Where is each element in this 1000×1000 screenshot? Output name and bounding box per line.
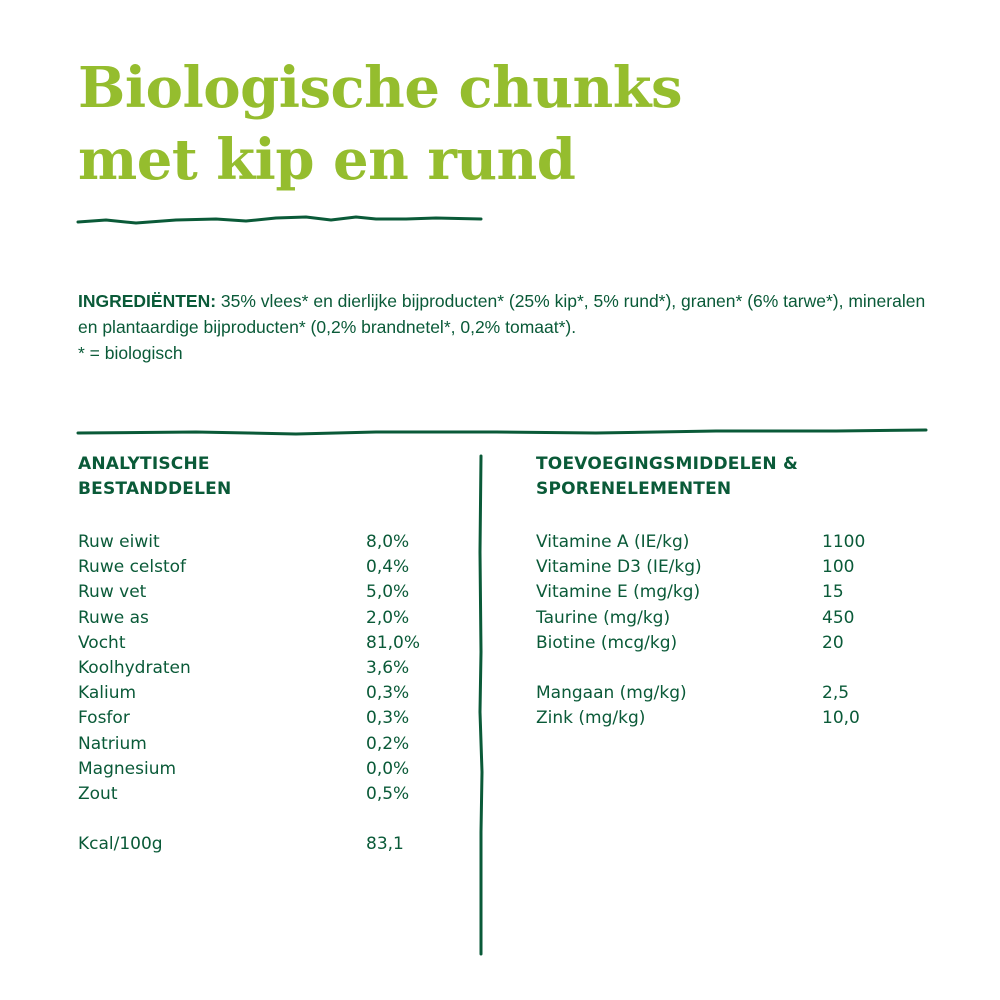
nutrient-row — [78, 606, 458, 631]
trace-element-row — [536, 706, 936, 731]
nutrient-row — [78, 782, 458, 807]
nutrient-value: 0,3% — [366, 708, 410, 729]
nutrient-row — [78, 706, 458, 731]
additives-heading-line-2: SPORENELEMENTEN — [536, 479, 732, 499]
nutrient-name: Fosfor — [78, 708, 130, 729]
nutrient-row — [78, 757, 458, 782]
additive-name: Vitamine A (IE/kg) — [536, 532, 690, 552]
additive-row — [536, 606, 936, 631]
nutrient-row — [78, 580, 458, 605]
nutrient-name: Ruwe celstof — [78, 557, 187, 578]
nutrient-value: 5,0% — [366, 582, 410, 603]
additive-value: 15 — [822, 582, 844, 603]
nutrient-name: Koolhydraten — [78, 658, 191, 679]
additive-value: 20 — [822, 632, 844, 653]
nutrient-row — [78, 732, 458, 757]
additive-row — [536, 555, 936, 580]
additive-name: Taurine (mg/kg) — [536, 607, 671, 628]
additive-name: Vitamine E (mg/kg) — [536, 582, 701, 603]
additive-name: Vitamine D3 (IE/kg) — [536, 557, 702, 578]
additives-heading-line-1: TOEVOEGINGSMIDDELEN & — [536, 454, 798, 474]
spacer — [536, 656, 936, 681]
additive-row — [536, 530, 936, 555]
nutrient-name: Ruw vet — [78, 582, 147, 603]
additive-value: 450 — [822, 607, 855, 628]
spacer — [78, 807, 458, 832]
nutrient-value: 0,4% — [366, 557, 410, 578]
additive-value: 100 — [822, 557, 855, 578]
energy-name: Kcal/100g — [78, 834, 163, 855]
energy-value: 83,1 — [366, 834, 404, 855]
nutrient-name: Ruw eiwit — [78, 532, 160, 552]
energy-row — [78, 832, 458, 857]
title-wavy-divider — [76, 208, 486, 228]
analytical-heading-line-2: BESTANDDELEN — [78, 479, 232, 499]
organic-note: * = biologisch — [78, 343, 183, 363]
nutrient-value: 2,0% — [366, 607, 410, 628]
ingredients-label: INGREDIËNTEN: — [78, 291, 217, 311]
product-title-line-2: met kip en rund — [78, 127, 576, 193]
additives-heading — [536, 452, 936, 502]
trace-element-value: 2,5 — [822, 683, 850, 704]
analytical-constituents — [78, 452, 458, 857]
nutrient-row — [78, 555, 458, 580]
nutrient-name: Vocht — [78, 632, 126, 653]
nutrient-value: 0,2% — [366, 733, 410, 754]
ingredients-text: 35% vlees* en dierlijke bijproducten* (25% kip*, 5% rund*), granen* (6% tarwe*), mineralen en plantaardige bijproducten* (0,2% brandnetel*, 0,2% tomaat*). — [78, 291, 926, 337]
nutrient-name: Zout — [78, 784, 118, 805]
nutrient-row — [78, 631, 458, 656]
ingredients-section — [78, 288, 938, 366]
analytical-heading — [78, 452, 458, 502]
nutrient-value: 8,0% — [366, 532, 410, 552]
nutrient-row — [78, 656, 458, 681]
additive-row — [536, 580, 936, 605]
nutrient-name: Ruwe as — [78, 607, 149, 628]
trace-element-value: 10,0 — [822, 708, 860, 729]
product-title-line-1: Biologische chunks — [78, 55, 683, 121]
trace-element-row — [536, 681, 936, 706]
additive-name: Biotine (mcg/kg) — [536, 632, 678, 653]
column-divider — [474, 452, 488, 958]
nutrient-row — [78, 681, 458, 706]
additives-trace-elements — [536, 452, 936, 731]
additive-row — [536, 631, 936, 656]
nutrient-row — [78, 530, 458, 555]
nutrient-value: 0,5% — [366, 784, 410, 805]
nutrient-value: 81,0% — [366, 632, 421, 653]
section-divider — [76, 424, 928, 438]
nutrient-name: Magnesium — [78, 758, 177, 779]
trace-element-name: Zink (mg/kg) — [536, 708, 646, 729]
nutrient-name: Natrium — [78, 733, 147, 754]
analytical-heading-line-1: ANALYTISCHE — [78, 454, 210, 474]
nutrient-value: 0,3% — [366, 683, 410, 704]
nutrient-value: 0,0% — [366, 758, 410, 779]
product-title — [78, 52, 682, 196]
nutrient-name: Kalium — [78, 683, 137, 704]
additive-value: 1100 — [822, 532, 866, 552]
nutrient-value: 3,6% — [366, 658, 410, 679]
trace-element-name: Mangaan (mg/kg) — [536, 683, 687, 704]
